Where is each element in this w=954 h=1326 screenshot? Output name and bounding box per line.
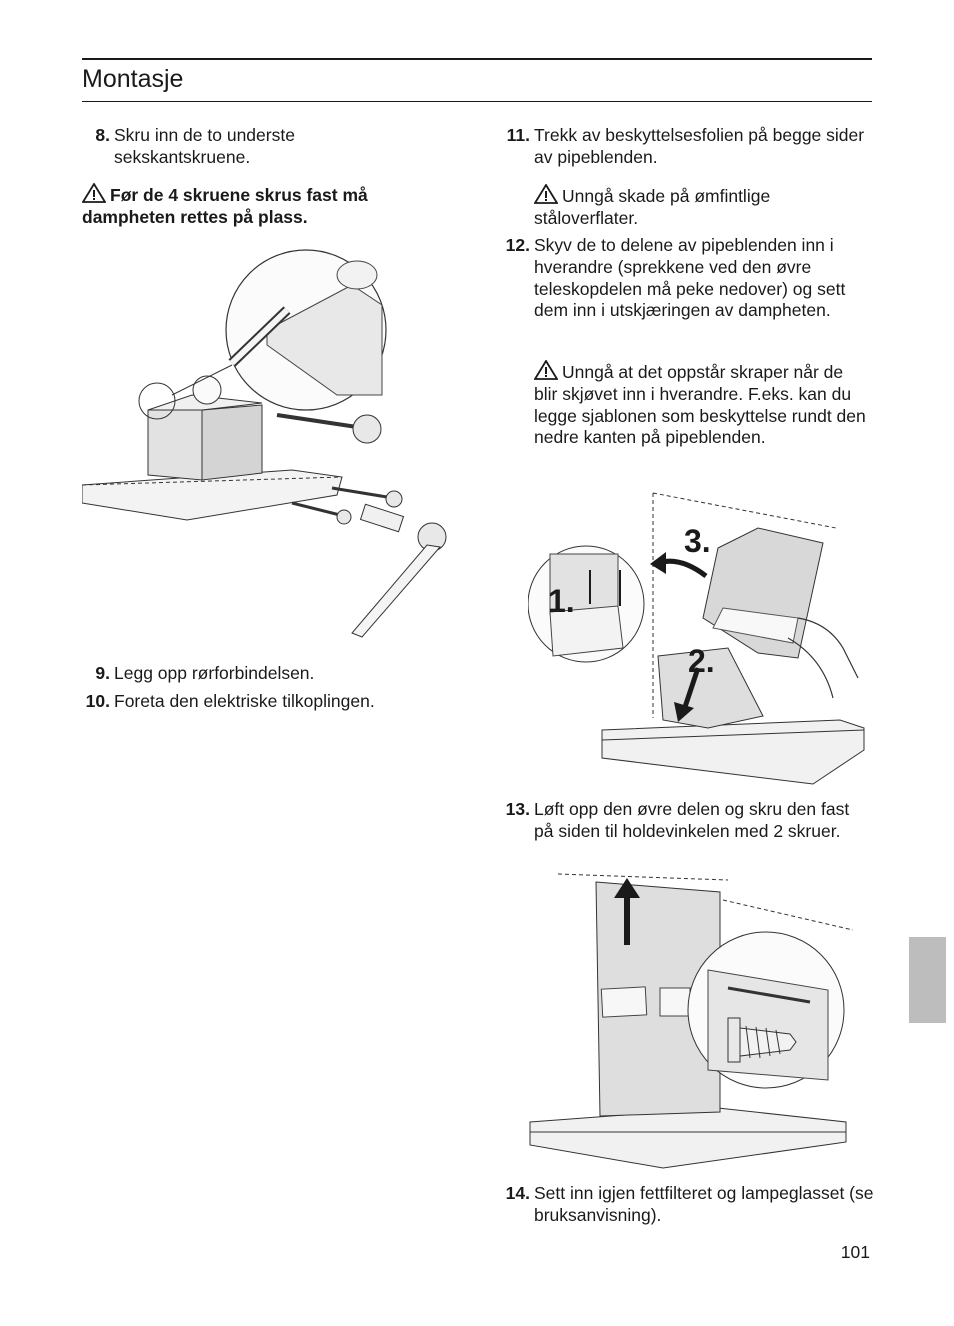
step-number: 9. [95, 663, 110, 683]
step-text: Skru inn de to underste sekskantskruene. [114, 125, 295, 167]
step-number: 13. [505, 799, 530, 819]
warning-triangle-icon [534, 360, 558, 380]
step-text: Sett inn igjen fettfilteret og lampeglasset (se bruksanvisning). [534, 1183, 874, 1225]
step-number: 14. [505, 1183, 530, 1203]
step-number: 11. [506, 125, 530, 145]
warning-triangle-icon [534, 184, 558, 204]
step-text: Løft opp den øvre delen og skru den fast på siden til holdevinkelen med 2 skruer. [534, 799, 850, 841]
page-title: Montasje [82, 65, 184, 93]
warning-note [534, 184, 854, 230]
warning-text: Før de 4 skruene skrus fast må dampheten rettes på plass. [82, 185, 368, 227]
warning-text: Unngå skade på ømfintlige ståloverflater. [534, 186, 771, 228]
figure-hood-screws [82, 245, 452, 645]
figure-chimney-assembly [528, 488, 868, 788]
step-number: 10. [85, 691, 110, 711]
step-text: Legg opp rørforbindelsen. [114, 663, 315, 683]
step-label-2: 2. [688, 643, 715, 679]
step-text: Skyv de to delene av pipeblenden inn i hverandre (sprekkene ved den øvre teleskopdelen må peke nedover) og sett dem inn i utskjæringen av dampheten. [534, 235, 846, 321]
header-rule-top [82, 58, 872, 60]
step-text: Foreta den elektriske tilkoplingen. [114, 691, 375, 711]
step-label-1: 1. [548, 583, 575, 619]
warning-text: Unngå at det oppstår skraper når de blir skjøvet inn i hverandre. F.eks. kan du legge sjablonen som beskyttelse rundt den nedre kanten på pipeblenden. [534, 362, 866, 448]
step-number: 12. [505, 235, 530, 255]
section-tab [909, 937, 946, 1023]
step-text: Trekk av beskyttelsesfolien på begge sider av pipeblenden. [534, 125, 865, 167]
figure-chimney-lift [528, 870, 858, 1170]
step-label-3: 3. [684, 523, 711, 559]
header-rule-bottom [82, 101, 872, 102]
step-number: 8. [95, 125, 110, 145]
warning-note [82, 183, 412, 229]
page-number: 101 [840, 1242, 870, 1262]
warning-triangle-icon [82, 183, 106, 203]
warning-note [534, 360, 870, 449]
